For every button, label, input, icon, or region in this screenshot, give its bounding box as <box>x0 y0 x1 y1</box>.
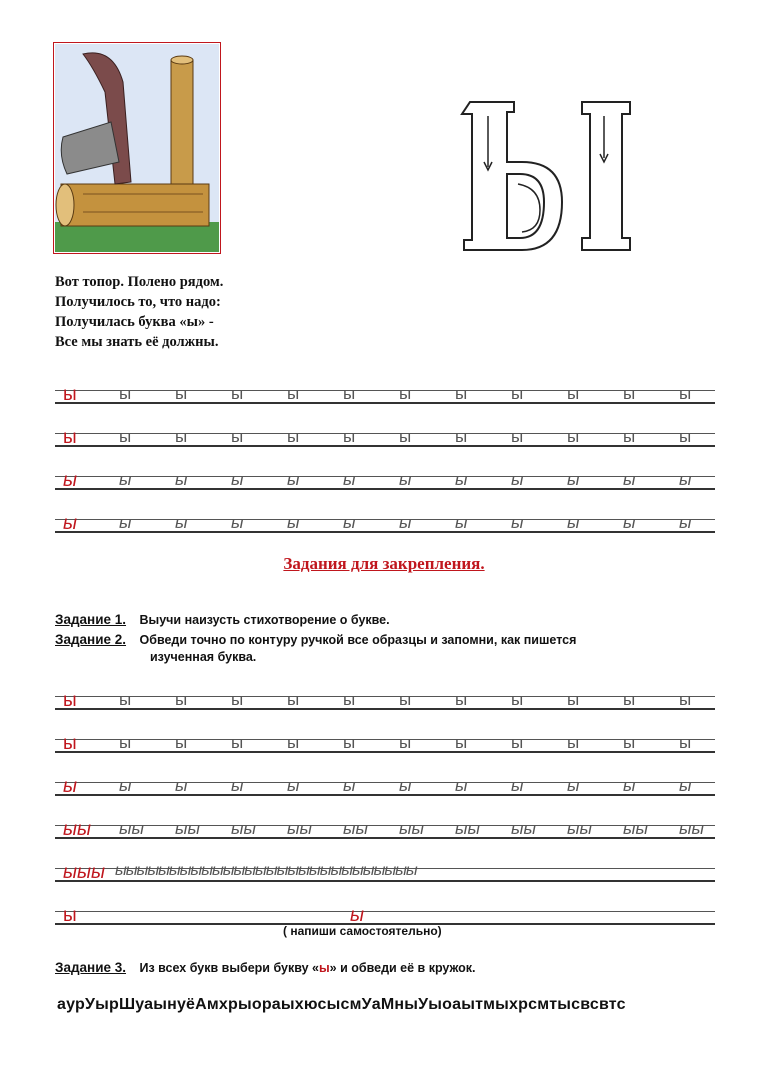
ruled-line <box>55 880 715 882</box>
trace-letter: ыы <box>623 819 649 838</box>
task-3-label: Задание 3. <box>55 960 127 975</box>
trace-letter: ы <box>455 427 468 446</box>
big-letter-outline <box>452 92 642 262</box>
trace-letter: ы <box>623 427 636 446</box>
trace-letter: ы <box>343 470 356 489</box>
write-yourself-note: ( напиши самостоятельно) <box>283 924 442 938</box>
practice-row <box>55 425 715 468</box>
trace-letter: ы <box>343 733 356 752</box>
trace-letter: ы <box>511 690 524 709</box>
practice-rows-top <box>55 382 715 554</box>
trace-letter: ы <box>175 776 188 795</box>
trace-letter: ы <box>287 427 300 446</box>
trace-letter: ы <box>623 776 636 795</box>
trace-letter: ы <box>119 690 132 709</box>
ruled-line <box>55 488 715 490</box>
trace-letter: ыы <box>511 819 537 838</box>
trace-letter: ы <box>567 427 580 446</box>
trace-letter: ы <box>231 427 244 446</box>
task-2-label: Задание 2. <box>55 632 127 647</box>
practice-rows-bottom <box>55 688 715 946</box>
trace-letter: ы <box>119 513 132 532</box>
trace-letter: ы <box>343 384 356 403</box>
trace-letter: ыы <box>175 819 201 838</box>
sample-letter: ы <box>63 776 77 797</box>
trace-letter: ы <box>175 690 188 709</box>
trace-letter: ы <box>119 470 132 489</box>
trace-letter: ы <box>679 513 692 532</box>
poem-line: Получилось то, что надо: <box>55 294 221 310</box>
trace-letter: ы <box>175 733 188 752</box>
axe-log-illustration <box>53 42 221 254</box>
trace-letter: ы <box>287 513 300 532</box>
trace-letter: ы <box>623 513 636 532</box>
trace-letter: ы <box>679 384 692 403</box>
poem <box>55 272 223 352</box>
trace-letter: ы <box>567 470 580 489</box>
trace-letter: ыы <box>343 819 369 838</box>
sample-letter: ы <box>63 905 77 926</box>
trace-letter: ы <box>399 733 412 752</box>
trace-letter: ы <box>511 470 524 489</box>
trace-letter: ы <box>623 470 636 489</box>
trace-letter: ы <box>231 513 244 532</box>
practice-row <box>55 468 715 511</box>
poem-line: Вот топор. Полено рядом. <box>55 274 224 290</box>
trace-letter: ы <box>343 513 356 532</box>
trace-letter: ы <box>455 470 468 489</box>
trace-letter: ы <box>399 776 412 795</box>
trace-letter: ы <box>287 776 300 795</box>
trace-letter: ы <box>175 470 188 489</box>
ruled-line <box>55 708 715 710</box>
ruled-line <box>55 696 715 697</box>
trace-letter: ы <box>455 690 468 709</box>
sample-letter: ы <box>63 513 77 534</box>
trace-letter: ы <box>623 733 636 752</box>
trace-letter: ы <box>511 513 524 532</box>
practice-row <box>55 511 715 554</box>
trace-letter: ыы <box>231 819 257 838</box>
trace-letter: ы <box>399 690 412 709</box>
trace-letter: ы <box>511 776 524 795</box>
trace-letter: ы <box>567 776 580 795</box>
trace-letters: ыыыыыыыыыыыыыыыыыыыыыыыыыыыы <box>115 862 417 879</box>
sample-letter: ы <box>63 470 77 491</box>
task-1 <box>55 612 390 627</box>
trace-letter: ы <box>567 513 580 532</box>
trace-letter: ы <box>231 776 244 795</box>
task-3-highlight: ы <box>318 961 330 975</box>
trace-letter: ы <box>399 513 412 532</box>
ruled-line <box>55 782 715 783</box>
trace-letter: ы <box>455 776 468 795</box>
ruled-line <box>55 837 715 839</box>
trace-letter: ыы <box>287 819 313 838</box>
ruled-line <box>55 519 715 520</box>
trace-letter: ы <box>119 733 132 752</box>
ruled-line <box>55 476 715 477</box>
ruled-line <box>55 445 715 447</box>
trace-letter: ыы <box>119 819 145 838</box>
ruled-line <box>55 390 715 391</box>
task-3-text-after: » и обведи её в кружок. <box>329 961 476 975</box>
trace-letter: ы <box>343 776 356 795</box>
trace-letter: ы <box>175 427 188 446</box>
task-1-label: Задание 1. <box>55 612 127 627</box>
trace-letter: ы <box>455 513 468 532</box>
practice-row <box>55 817 715 860</box>
trace-letter: ы <box>455 733 468 752</box>
trace-letter: ы <box>511 384 524 403</box>
trace-letter: ы <box>343 427 356 446</box>
trace-letter: ы <box>119 776 132 795</box>
trace-letter: ы <box>399 384 412 403</box>
letter-string: аурУырШуаынуёАмхрыораыхюсысмУаМныУыоаытмыхрсмтысвсвтс <box>57 996 626 1013</box>
trace-letter: ы <box>567 733 580 752</box>
trace-letter: ыы <box>567 819 593 838</box>
trace-letter: ы <box>399 470 412 489</box>
task-3-text-before: Из всех букв выбери букву « <box>139 961 319 975</box>
trace-letter: ы <box>175 513 188 532</box>
section-heading: Задания для закрепления. <box>283 554 485 573</box>
trace-letter: ы <box>287 384 300 403</box>
ruled-line <box>55 911 715 912</box>
sample-letter: ы <box>63 733 77 754</box>
trace-letter: ы <box>119 384 132 403</box>
sample-letter: ы <box>350 905 364 926</box>
task-2 <box>55 632 576 647</box>
trace-letter: ы <box>679 470 692 489</box>
trace-letter: ы <box>679 776 692 795</box>
trace-letter: ыы <box>679 819 705 838</box>
ruled-line <box>55 402 715 404</box>
sample-letter: ыы <box>63 819 91 840</box>
practice-row <box>55 731 715 774</box>
task-3 <box>55 960 475 975</box>
trace-letter: ы <box>119 427 132 446</box>
trace-letter: ы <box>231 470 244 489</box>
sample-letter: ы <box>63 427 77 448</box>
trace-letter: ыы <box>455 819 481 838</box>
trace-letter: ы <box>231 733 244 752</box>
trace-letter: ы <box>679 427 692 446</box>
poem-line: Все мы знать её должны. <box>55 334 219 350</box>
trace-letter: ы <box>231 384 244 403</box>
sample-letter: ы <box>63 690 77 711</box>
practice-row <box>55 860 715 903</box>
trace-letter: ы <box>399 427 412 446</box>
trace-letter: ы <box>567 384 580 403</box>
practice-row <box>55 688 715 731</box>
trace-letter: ы <box>511 733 524 752</box>
trace-letter: ы <box>455 384 468 403</box>
poem-line: Получилась буква «ы» - <box>55 314 214 330</box>
trace-letter: ы <box>175 384 188 403</box>
ruled-line <box>55 825 715 826</box>
sample-letter: ы <box>63 384 77 405</box>
practice-row <box>55 382 715 425</box>
ruled-line <box>55 794 715 796</box>
ruled-line <box>55 739 715 740</box>
trace-letter: ыы <box>399 819 425 838</box>
practice-row <box>55 774 715 817</box>
task-2-text-cont: изученная буква. <box>150 650 257 664</box>
ruled-line <box>55 531 715 533</box>
trace-letter: ы <box>343 690 356 709</box>
ruled-line <box>55 751 715 753</box>
trace-letter: ы <box>231 690 244 709</box>
trace-letter: ы <box>287 690 300 709</box>
task-1-text: Выучи наизусть стихотворение о букве. <box>139 613 390 627</box>
sample-letter: ыыы <box>63 862 105 883</box>
trace-letter: ы <box>287 733 300 752</box>
trace-letter: ы <box>679 690 692 709</box>
trace-letter: ы <box>679 733 692 752</box>
task-2-cont <box>150 650 256 664</box>
trace-letter: ы <box>623 384 636 403</box>
trace-letter: ы <box>287 470 300 489</box>
trace-letter: ы <box>567 690 580 709</box>
task-2-text: Обведи точно по контуру ручкой все образцы и запомни, как пишется <box>139 633 577 647</box>
trace-letter: ы <box>511 427 524 446</box>
trace-letter: ы <box>623 690 636 709</box>
ruled-line <box>55 433 715 434</box>
